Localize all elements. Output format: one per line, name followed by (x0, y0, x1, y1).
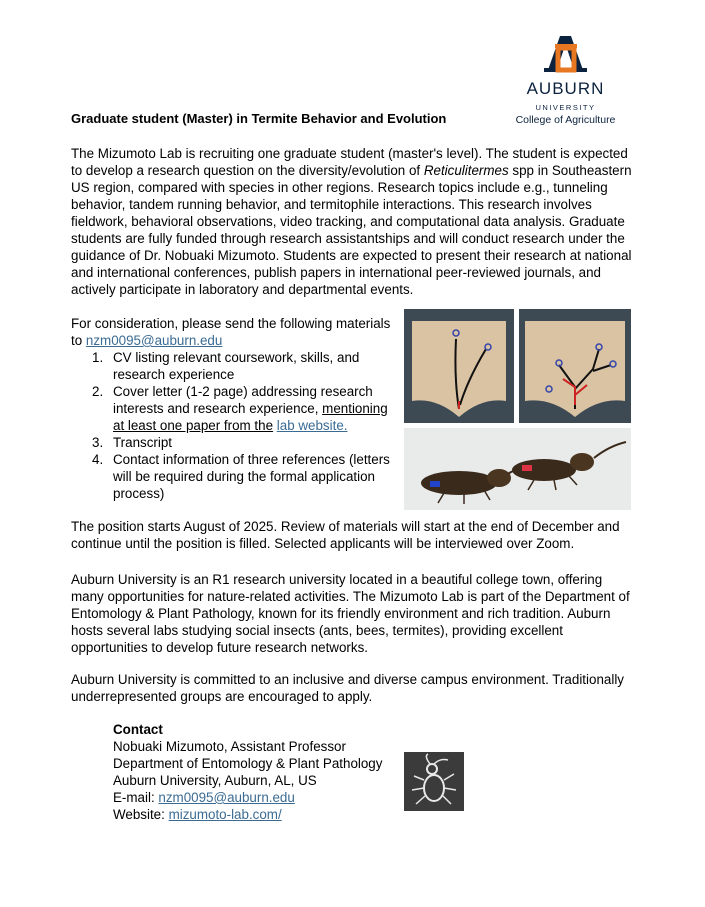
materials-list (71, 349, 396, 502)
intro-genus: Reticulitermes (423, 163, 509, 178)
consideration-block (71, 315, 396, 502)
contact-block (113, 721, 382, 823)
position-paragraph: The position starts August of 2025. Review of materials will start at the end of December and continue until the position is filled. Selected applicants will be interviewed over Zoom. (71, 519, 620, 551)
lab-website-link[interactable]: lab website. (276, 418, 348, 433)
list-number: 4. (92, 452, 104, 467)
tunnel-photo-right (519, 309, 631, 423)
list-item (71, 383, 396, 434)
consideration-email-link[interactable]: nzm0095@auburn.edu (85, 333, 223, 348)
website-label: Website: (113, 807, 169, 822)
contact-email-line (113, 789, 382, 806)
contact-heading: Contact (113, 722, 163, 737)
tunnel-photo-left (404, 309, 514, 423)
logo-name: AUBURN (526, 79, 605, 98)
consideration-lead-text: For consideration, please send the following materials to (71, 316, 391, 348)
contact-department: Department of Entomology & Plant Pathology (113, 756, 383, 771)
tunnel-branch-image (519, 309, 631, 423)
list-number: 2. (92, 384, 104, 399)
contact-email-link[interactable]: nzm0095@auburn.edu (158, 790, 295, 805)
list-underline-text: mentioning at least one paper from the (113, 401, 388, 433)
intro-text-2: spp in Southeastern US region, compared with species in other regions. Research topics include e.g., tunneling behavior, tandem running behavior, and termitophile interactions. This research involves fieldwork, behavioral observations, video tracking, and computational data analysis. Graduate students are fully funded through research assistantships and will conduct research under the guidance of Dr. Nobuaki Mizumoto. Students are expected to present their research at national and international conferences, publish papers in international peer-reviewed journals, and actively participate in laboratory and departmental events. (71, 163, 632, 297)
contact-address: Auburn University, Auburn, AL, US (113, 773, 317, 788)
au-monogram-icon (508, 30, 623, 78)
list-text: CV listing relevant coursework, skills, and research experience (113, 350, 360, 382)
tunnel-arena-image (404, 309, 514, 423)
consideration-lead (71, 315, 396, 349)
contact-website-line (113, 806, 382, 823)
termite-photo (404, 428, 631, 510)
intro-text-1: The Mizumoto Lab is recruiting one graduate student (master's level). The student is expected to develop a research question on the diversity/evolution of (71, 146, 628, 178)
list-text: Contact information of three references (letters will be required during the formal application process) (113, 452, 390, 501)
contact-website-link[interactable]: mizumoto-lab.com/ (168, 807, 282, 822)
logo-college: College of Agriculture (515, 114, 616, 126)
lab-logo (404, 752, 464, 811)
list-text: Transcript (113, 435, 173, 450)
list-item (71, 451, 396, 502)
university-paragraph: Auburn University is an R1 research university located in a beautiful college town, offering many opportunities for nature-related activities. The Mizumoto Lab is part of the Department of Entomology & Plant Pathology, known for its friendly environment and rich tradition. Auburn hosts several labs studying social insects (ants, bees, termites), providing excellent opportunities to develop future research networks. (71, 572, 630, 655)
list-item (71, 349, 396, 383)
logo-subtitle: UNIVERSITY (535, 103, 596, 112)
intro-paragraph (71, 145, 636, 298)
list-item (71, 434, 396, 451)
contact-name: Nobuaki Mizumoto, Assistant Professor (113, 739, 346, 754)
page-title: Graduate student (Master) in Termite Behavior and Evolution (71, 111, 447, 126)
list-text: Cover letter (1-2 page) addressing research interests and research experience, (113, 384, 373, 416)
termites-tandem-image (404, 428, 631, 510)
email-label: E-mail: (113, 790, 159, 805)
list-number: 3. (92, 435, 104, 450)
auburn-logo (508, 30, 623, 128)
inclusive-paragraph: Auburn University is committed to an inclusive and diverse campus environment. Traditionally underrepresented groups are encouraged to apply. (71, 672, 624, 704)
list-number: 1. (92, 350, 104, 365)
termite-logo-icon (404, 752, 464, 811)
